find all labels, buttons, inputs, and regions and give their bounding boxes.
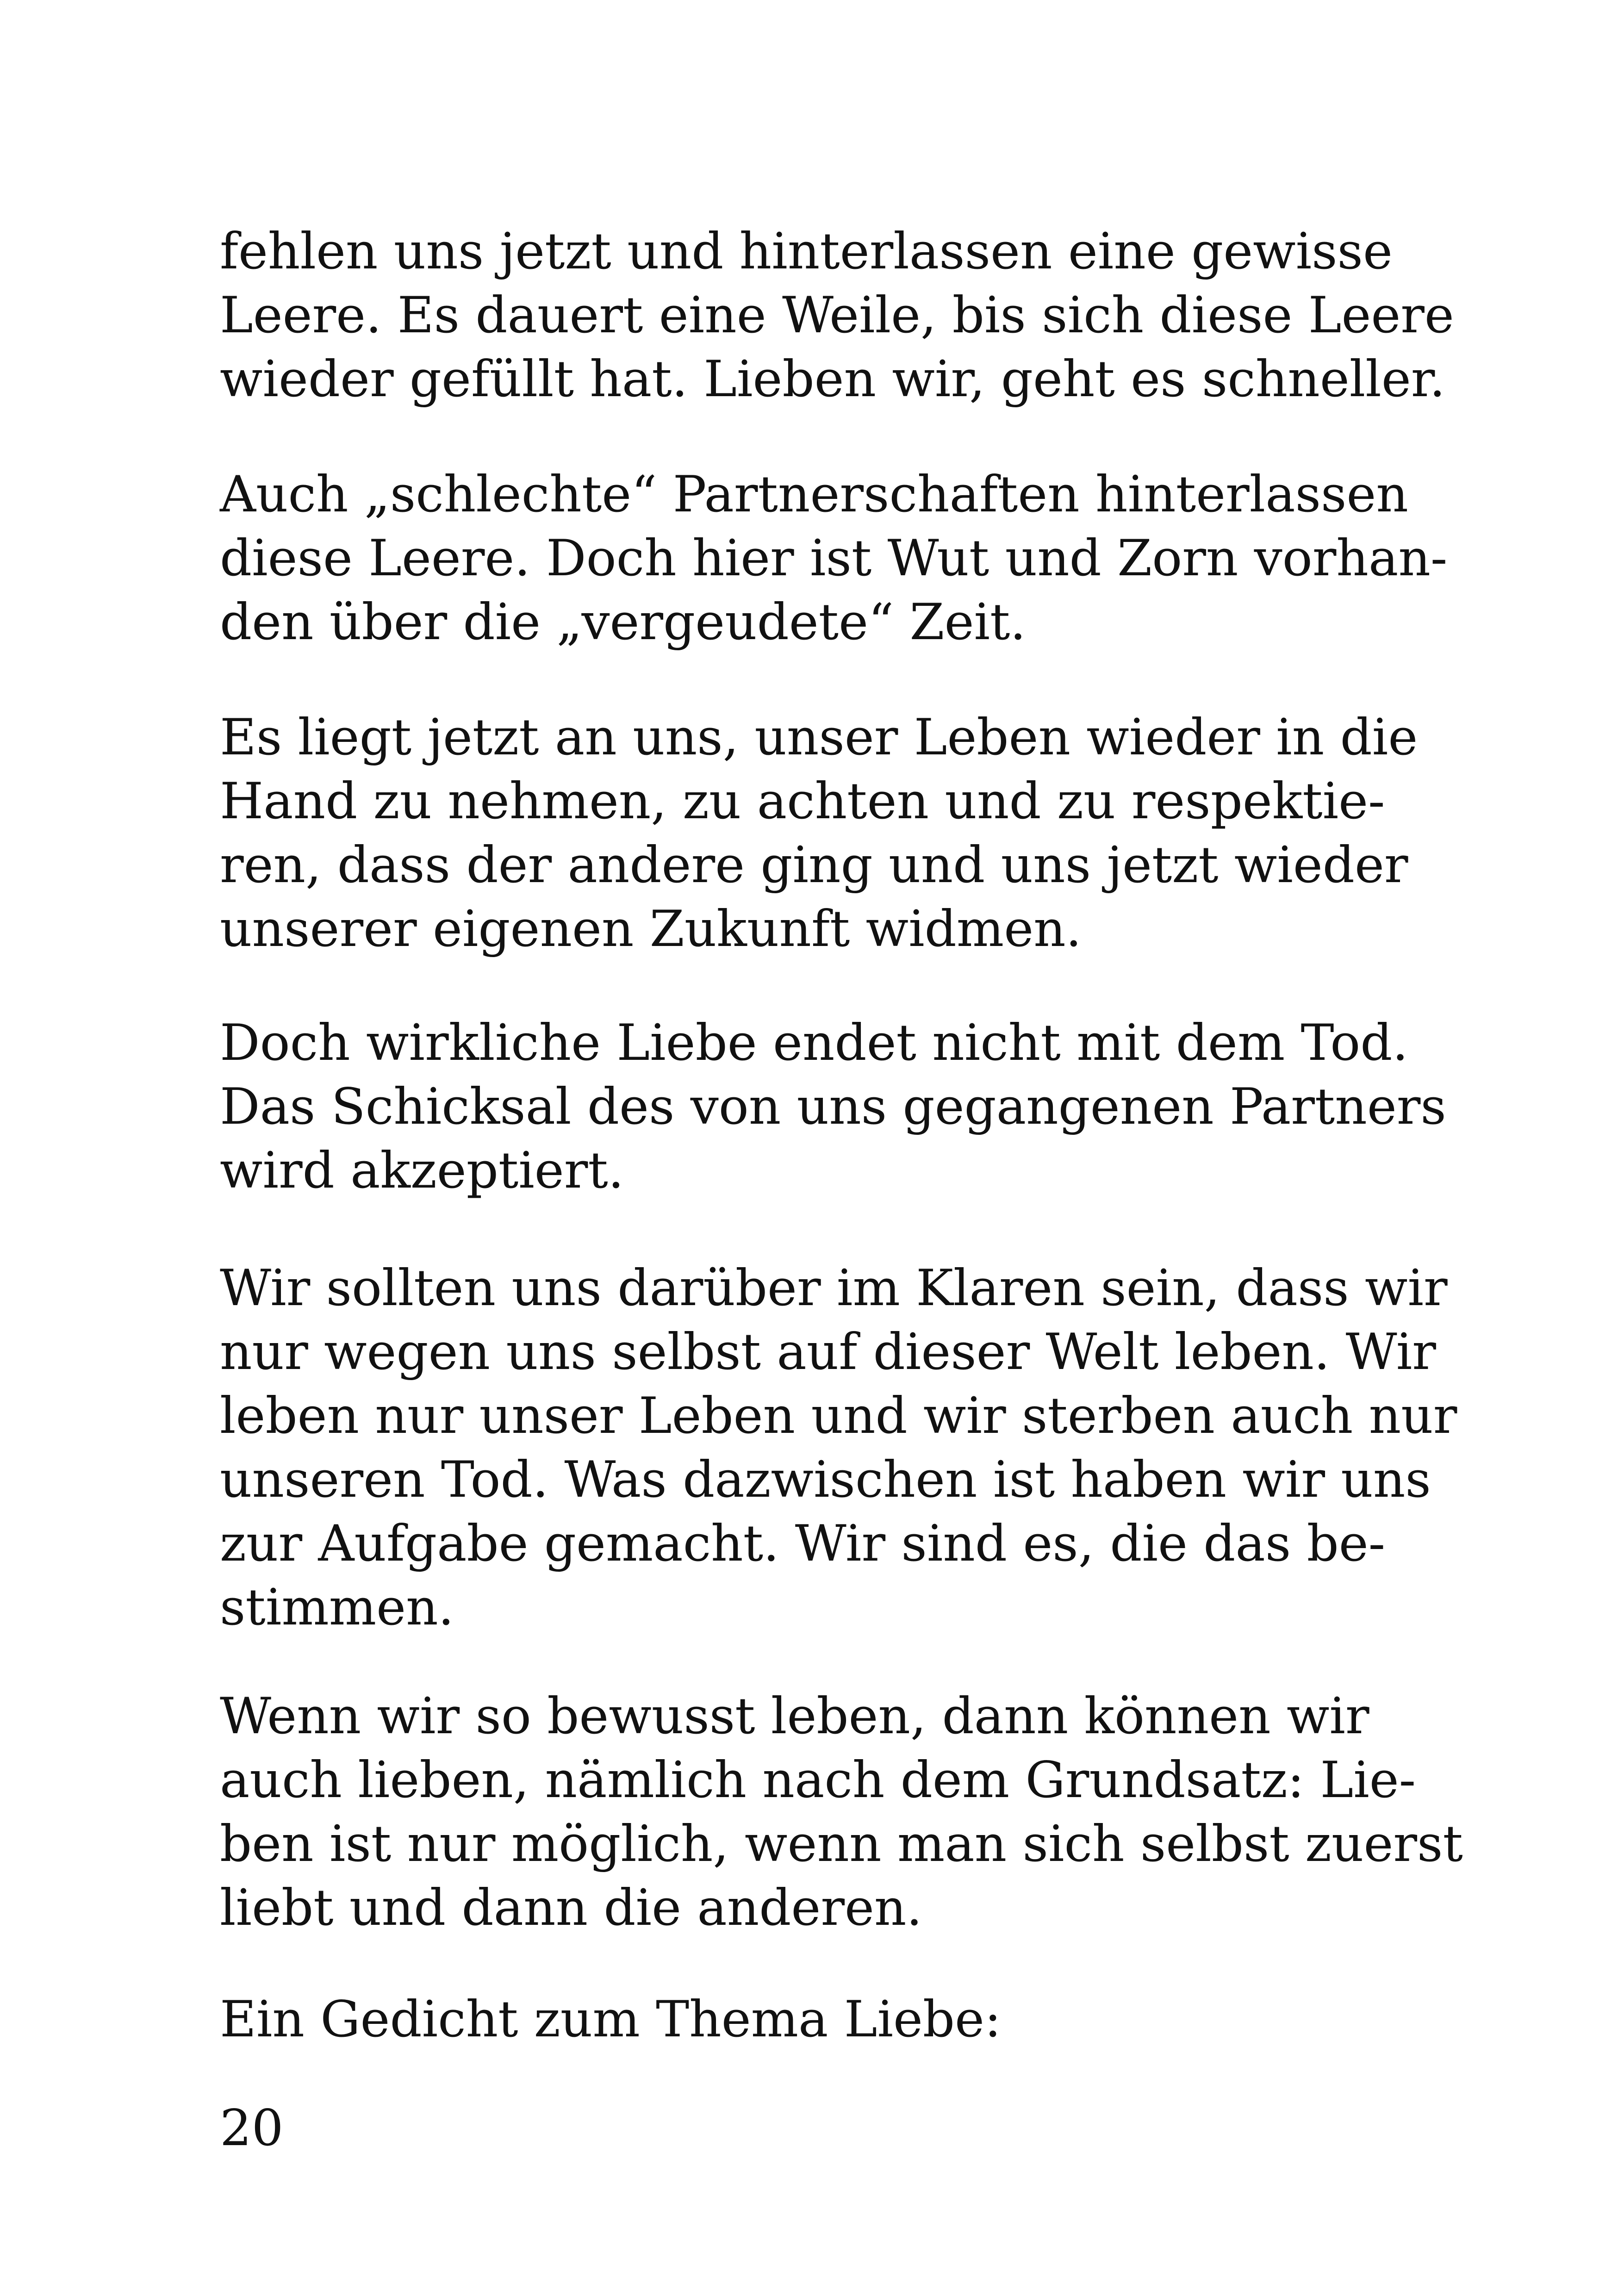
text-line: Wenn wir so bewusst leben, dann können wir xyxy=(220,1687,1369,1745)
paragraph xyxy=(220,1257,1457,1640)
text-line: Hand zu nehmen, zu achten und zu respektie- xyxy=(220,772,1385,830)
text-line: auch lieben, nämlich nach dem Grundsatz: Lie- xyxy=(220,1751,1416,1809)
text-line: fehlen uns jetzt und hinterlassen eine gewisse xyxy=(220,223,1393,280)
text-line: unseren Tod. Was dazwischen ist haben wir uns xyxy=(220,1451,1431,1509)
text-line: Wir sollten uns darüber im Klaren sein, dass wir xyxy=(220,1259,1448,1317)
paragraph xyxy=(220,220,1454,411)
text-line: Es liegt jetzt an uns, unser Leben wieder in die xyxy=(220,709,1418,766)
text-line: liebt und dann die anderen. xyxy=(220,1879,922,1937)
text-line: Das Schicksal des von uns gegangenen Partners xyxy=(220,1078,1446,1136)
paragraph xyxy=(220,706,1418,961)
text-line: ben ist nur möglich, wenn man sich selbst zuerst xyxy=(220,1815,1463,1873)
paragraph xyxy=(220,463,1448,654)
text-line: Ein Gedicht zum Thema Liebe: xyxy=(220,1991,1002,2048)
text-line: nur wegen uns selbst auf dieser Welt leben. Wir xyxy=(220,1323,1436,1381)
paragraph xyxy=(220,1685,1463,1940)
text-line: wird akzeptiert. xyxy=(220,1142,624,1200)
text-line: unserer eigenen Zukunft widmen. xyxy=(220,900,1082,958)
text-line: Auch „schlechte“ Partnerschaften hinterlassen xyxy=(220,466,1408,523)
text-line: Doch wirkliche Liebe endet nicht mit dem Tod. xyxy=(220,1014,1408,1072)
text-line: wieder gefüllt hat. Lieben wir, geht es schneller. xyxy=(220,350,1445,408)
text-line: Leere. Es dauert eine Weile, bis sich diese Leere xyxy=(220,286,1454,344)
paragraph xyxy=(220,1988,1354,2052)
text-line: diese Leere. Doch hier ist Wut und Zorn vorhan- xyxy=(220,529,1448,587)
text-line: stimmen. xyxy=(220,1579,454,1636)
text-line: zur Aufgabe gemacht. Wir sind es, die das be- xyxy=(220,1515,1386,1573)
text-line: ren, dass der andere ging und uns jetzt wieder xyxy=(220,836,1408,894)
paragraph xyxy=(220,1011,1446,1203)
page-number: 20 xyxy=(220,2099,284,2157)
text-line: leben nur unser Leben und wir sterben auch nur xyxy=(220,1387,1457,1445)
text-line: den über die „vergeudete“ Zeit. xyxy=(220,593,1026,651)
